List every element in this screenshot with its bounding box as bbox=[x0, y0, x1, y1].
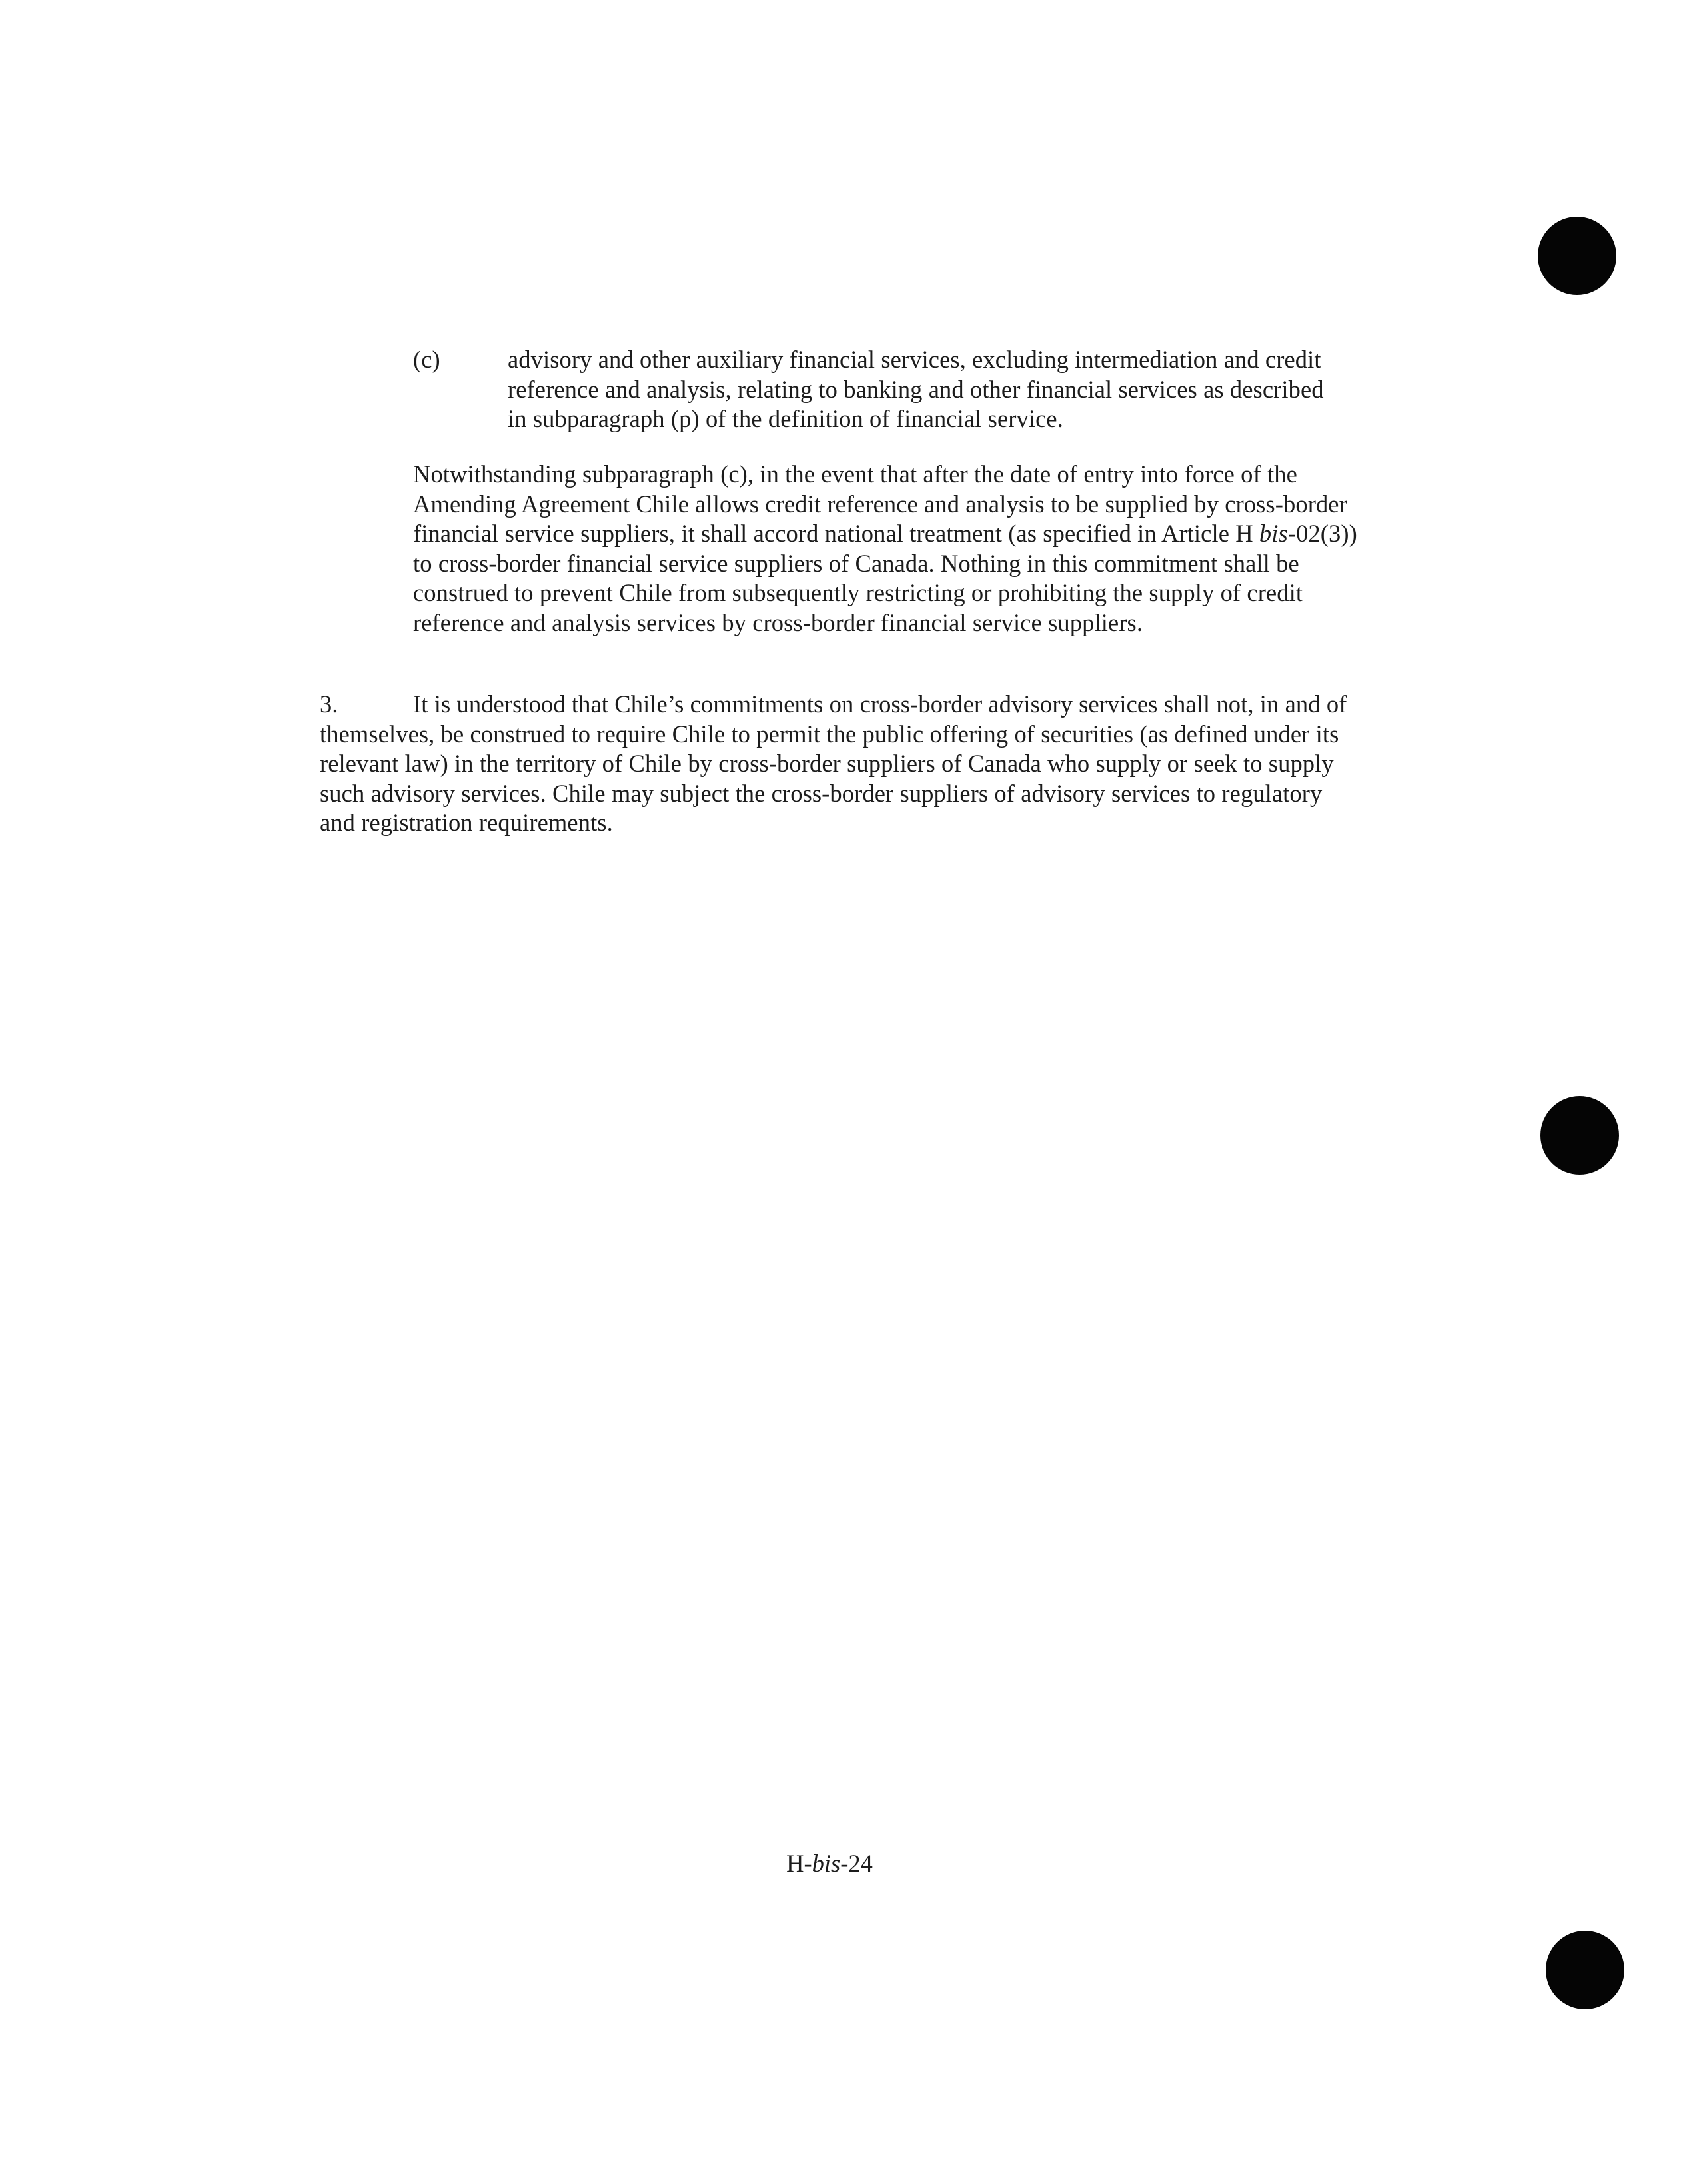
notwithstanding-text-end: -02(3)) to cross-border financial service suppliers of Canada. Nothing in this commitment shall be construed to prevent Chile from subsequently restricting or prohibiting the supply of credit reference and analysis services by cross-border financial service suppliers. bbox=[413, 520, 1357, 636]
punch-hole bbox=[1538, 217, 1616, 295]
page-number-prefix: H- bbox=[786, 1850, 812, 1877]
punch-hole bbox=[1540, 1096, 1619, 1175]
page-number bbox=[0, 1849, 1659, 1878]
subparagraph-marker: (c) bbox=[413, 346, 440, 373]
punch-hole bbox=[1546, 1931, 1624, 2009]
paragraph-3 bbox=[320, 690, 1359, 838]
notwithstanding-paragraph bbox=[413, 460, 1359, 638]
notwithstanding-text-start: Notwithstanding subparagraph (c), in the event that after the date of entry into force of the Amending Agreement Chile allows credit reference and analysis to be supplied by cross-border financial service suppliers, it shall accord national treatment (as specified in Article H bbox=[413, 460, 1347, 547]
page-number-italic: bis bbox=[812, 1850, 841, 1877]
subparagraph-c-text: advisory and other auxiliary financial services, excluding intermediation and credit reference and analysis, relating to banking and other financial services as described in subparagraph (p) of the definition of financial service. bbox=[508, 346, 1324, 432]
paragraph-number: 3. bbox=[320, 690, 338, 718]
page-number-suffix: -24 bbox=[840, 1850, 873, 1877]
paragraph-3-text: It is understood that Chile’s commitments on cross-border advisory services shall not, in and of themselves, be construed to require Chile to permit the public offering of securities (as defined under its relevant law) in the territory of Chile by cross-border suppliers of Canada who supply or seek to supply such advisory services. Chile may subject the cross-border suppliers of advisory services to regulatory and registration requirements. bbox=[320, 690, 1347, 836]
notwithstanding-italic: bis bbox=[1259, 520, 1288, 547]
